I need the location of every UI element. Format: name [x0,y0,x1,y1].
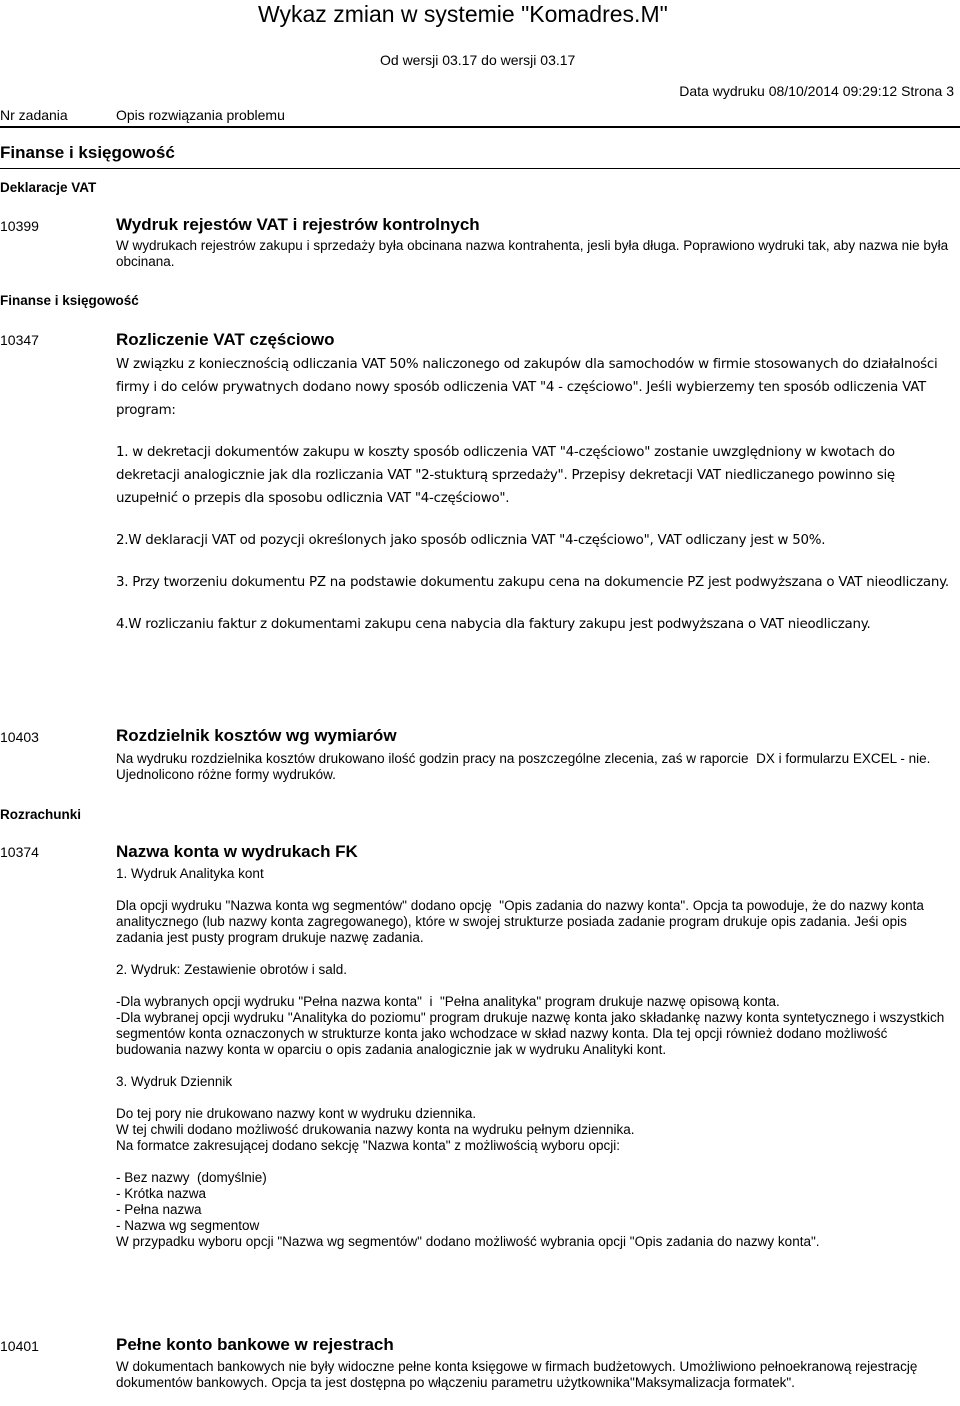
description-line: - Pełna nazwa [116,1202,202,1217]
description-line: - Nazwa wg segmentow [116,1218,260,1233]
description-line: - Krótka nazwa [116,1186,207,1201]
description-line: - Bez nazwy (domyślnie) [116,1170,267,1185]
description-line: -Dla wybranej opcji wydruku "Analityka do poziomu" program drukuje nazwę konta jako składankę nazwy konta syntetycznego i wszystkich segmentów konta oznaczonych w strukturze konta jako wchodzace w skład nazwy konta. Dla tej opcji również dodano możliwość budowania nazwy konta w oparciu o opis zadania analogicznie jak w wydruku Analityki kont. [116,1010,948,1057]
task-description [116,353,956,655]
description-line: W przypadku wyboru opcji "Nazwa wg segmentów" dodano możliwość wybrania opcji "Opis zadania do nazwy konta". [116,1234,820,1249]
section-heading-finance: Finanse i księgowość [0,143,175,162]
description-line: W wydrukach rejestrów zakupu i sprzedaży była obcinana nazwa kontrahenta, jesli była długa. Poprawiono wydruki tak, aby nazwa nie była obcinana. [116,238,952,269]
version-range: Od wersji 03.17 do wersji 03.17 [380,52,576,68]
task-description [116,751,956,783]
subsection-heading-vat: Deklaracje VAT [0,180,97,195]
description-line: Na wydruku rozdzielnika kosztów drukowano ilość godzin pracy na poszczególne zlecenia, zaś w raporcie DX i formularzu EXCEL - nie. Ujednolicono różne formy wydruków. [116,751,935,782]
description-line: W dokumentach bankowych nie były widoczne pełne konta księgowe w firmach budżetowych. Umożliwiono pełnoekranową rejestrację dokumentów bankowych. Opcja ta jest dostępna po włączeniu parametru użytkownika"Maksymalizacja formatek". [116,1359,922,1390]
description-line: -Dla wybranych opcji wydruku "Pełna nazwa konta" i "Pełna analityka" program drukuje nazwę opisową konta. [116,994,780,1009]
task-title: Nazwa konta w wydrukach FK [116,842,358,861]
description-line: 1. Wydruk Analityka kont [116,866,264,881]
column-header-nr: Nr zadania [0,107,68,123]
description-line: Do tej pory nie drukowano nazwy kont w wydruku dziennika. [116,1106,477,1121]
task-title: Wydruk rejestów VAT i rejestrów kontrolnych [116,215,480,234]
task-title: Pełne konto bankowe w rejestrach [116,1335,394,1354]
subsection-heading-settlements: Rozrachunki [0,807,82,822]
task-number: 10401 [0,1338,39,1354]
description-line: W tej chwili dodano możliwość drukowania nazwy konta na wydruku pełnym dziennika. [116,1122,635,1137]
task-description [116,1359,956,1391]
section-divider [0,168,960,169]
task-number: 10399 [0,218,39,234]
task-title: Rozliczenie VAT częściowo [116,330,335,349]
document-title: Wykaz zmian w systemie "Komadres.M" [258,1,668,27]
subsection-heading-finance: Finanse i księgowość [0,293,139,308]
description-paragraph: 2.W deklaracji VAT od pozycji określonych jako sposób odlicznia VAT "4-częściowo", VAT odliczany jest w 50%. [116,533,826,548]
task-description [116,238,956,270]
task-number: 10347 [0,332,39,348]
description-line: Na formatce zakresującej dodano sekcję "Nazwa konta" z możliwością wyboru opcji: [116,1138,621,1153]
description-line: 3. Wydruk Dziennik [116,1074,233,1089]
description-line: Dla opcji wydruku "Nazwa konta wg segmentów" dodano opcję "Opis zadania do nazwy konta". Opcja ta powoduje, że do nazwy konta analitycznego (lub nazwy konta zagregowanego), które w swojej strukturze posiada zadanie program drukuje opis zadania. Jeśi opis zadania jest pusty program drukuje nazwę zadania. [116,898,928,945]
column-header-description: Opis rozwiązania problemu [116,107,285,123]
description-paragraph: 1. w dekretacji dokumentów zakupu w koszty sposób odliczenia VAT "4-częściowo" zostanie uwzględniony w kwotach do dekretacji analogicznie jak dla rozliczania VAT "2-stukturą sprzedaży". Przepisy dekretacji VAT niedliczanego powinno się uzupełnić o przepis dla sposobu odlicznia VAT "4-częściowo". [116,445,895,506]
print-info: Data wydruku 08/10/2014 09:29:12 Strona 3 [679,83,954,99]
description-paragraph: 3. Przy tworzeniu dokumentu PZ na podstawie dokumentu zakupu cena na dokumencie PZ jest podwyższana o VAT nieodliczany. [116,575,949,590]
task-title: Rozdzielnik kosztów wg wymiarów [116,726,397,745]
task-number: 10403 [0,729,39,745]
task-number: 10374 [0,844,39,860]
header-divider [0,126,960,128]
description-paragraph: 4.W rozliczaniu faktur z dokumentami zakupu cena nabycia dla faktury zakupu jest podwyższana o VAT nieodliczany. [116,617,871,632]
task-description [116,866,956,1250]
description-paragraph: W związku z koniecznością odliczania VAT 50% naliczonego od zakupów dla samochodów w firmie stosowanych do działalności firmy i do celów prywatnych dodano nowy sposób odliczenia VAT "4 - częściowo". Jeśli wybierzemy ten sposób odliczenia VAT program: [116,357,938,418]
description-line: 2. Wydruk: Zestawienie obrotów i sald. [116,962,347,977]
